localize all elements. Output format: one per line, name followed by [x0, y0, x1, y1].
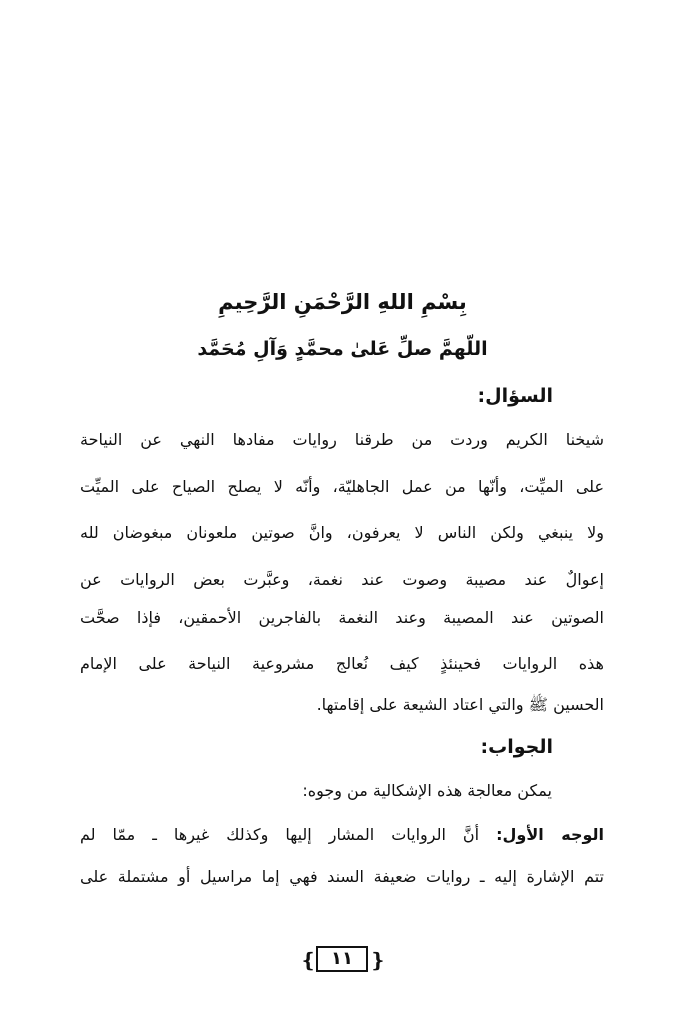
answer-heading: الجواب:: [480, 736, 553, 758]
page-number: ١١: [316, 946, 368, 972]
question-line-5: الصوتين عند المصيبة وعند النغمة بالفاجرين الأحمقين، فإذا صحَّت: [80, 608, 604, 627]
ornament-left-icon: ❴: [300, 948, 317, 972]
basmala-heading: بِسْمِ اللهِ الرَّحْمَنِ الرَّحِيمِ: [218, 290, 467, 314]
question-line-7: الحسين ﷺ والتي اعتاد الشيعة على إقامتها.: [316, 695, 604, 714]
first-aspect-label: الوجه الأول:: [496, 825, 604, 844]
first-aspect-line-1: [80, 820, 604, 850]
question-line-4: إعوالٌ عند مصيبة وصوت عند نغمة، وعبَّرت بعض الروايات عن: [80, 570, 604, 589]
page-number-frame: [300, 946, 386, 976]
first-aspect-text: أنَّ الروايات المشار إليها وكذلك غيرها ـ ممّا لم: [80, 825, 497, 844]
first-aspect-line-2: تتم الإشارة إليه ـ روايات ضعيفة السند فهي إما مراسيل أو مشتملة على: [80, 867, 604, 886]
question-line-2: على الميِّت، وأنّها من عمل الجاهليّة، وأنّه لا يصلح الصياح على الميِّت: [80, 477, 604, 496]
question-heading: السؤال:: [477, 385, 553, 407]
question-line-1: شيخنا الكريم وردت من طرقنا روايات مفادها النهي عن النياحة: [80, 430, 604, 449]
salawat-heading: اللّهمَّ صلِّ عَلىٰ محمَّدٍ وَآلِ مُحَمَّد: [197, 338, 488, 360]
question-line-6: هذه الروايات فحينئذٍ كيف نُعالج مشروعية النياحة على الإمام: [80, 654, 604, 673]
question-line-3: ولا ينبغي ولكن الناس لا يعرفون، وانَّ صوتين ملعونان مبغوضان لله: [80, 523, 604, 542]
ornament-right-icon: ❵: [369, 948, 386, 972]
answer-intro: يمكن معالجة هذه الإشكالية من وجوه:: [302, 781, 552, 800]
